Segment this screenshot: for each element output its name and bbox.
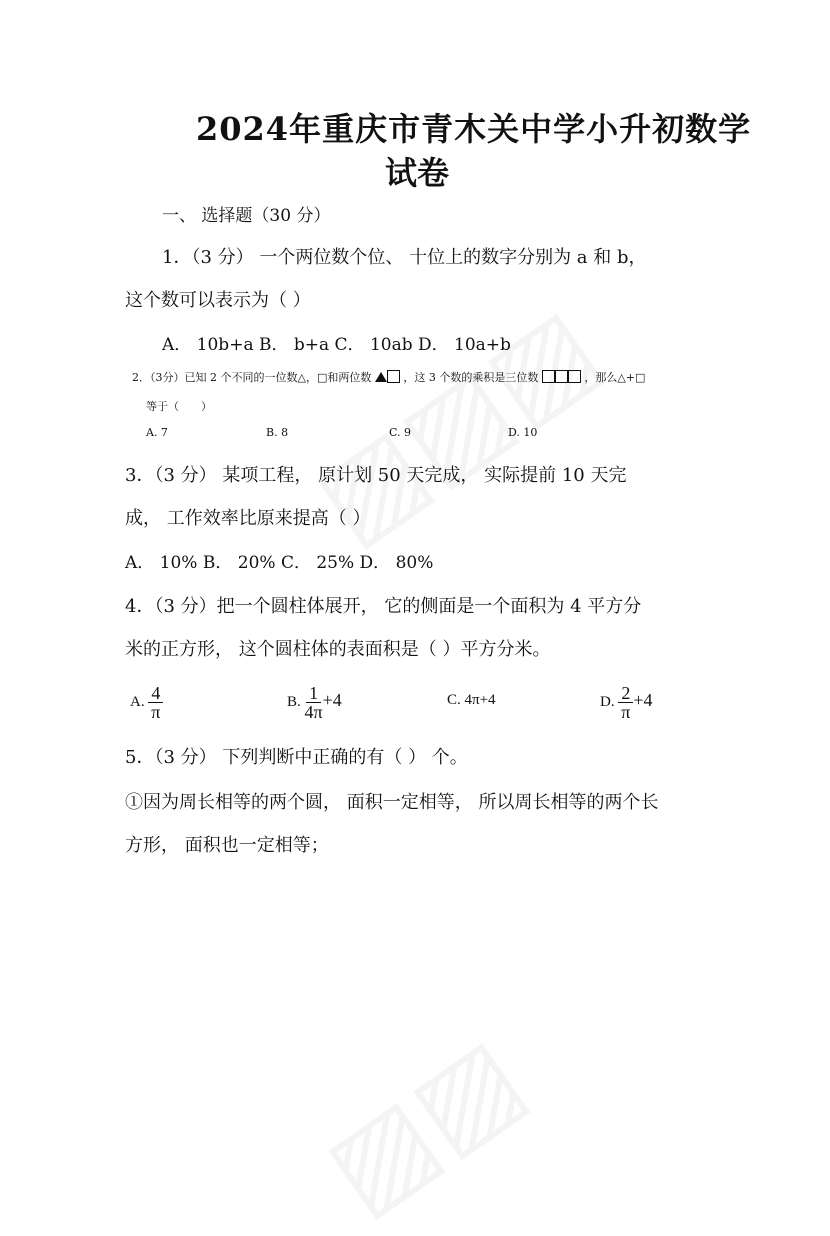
fraction-numerator: 2 — [618, 684, 633, 703]
question-3-options: A． 10% B． 20% C． 25% D． 80% — [125, 553, 434, 573]
question-1-line1: 1．（3 分） 一个两位数个位、 十位上的数字分别为 a 和 b， — [162, 247, 647, 268]
fraction — [305, 684, 323, 721]
question-4-option-c: C. 4π+4 — [447, 692, 496, 708]
fraction-numerator: 4 — [148, 684, 163, 703]
question-2-option-b: B. 8 — [266, 426, 289, 439]
question-4-option-a — [130, 684, 163, 721]
question-2-line2: 等于（ ） — [146, 400, 212, 413]
question-4-option-b — [287, 684, 342, 721]
question-4-line2: 米的正方形， 这个圆柱体的表面积是（ ）平方分米。 — [125, 639, 551, 660]
triangle-icon — [375, 372, 387, 382]
square-icon — [555, 370, 568, 383]
fraction — [148, 684, 163, 721]
fraction-numerator: 1 — [306, 684, 321, 703]
question-2-option-a: A. 7 — [146, 426, 168, 439]
three-box-number — [542, 371, 581, 384]
option-tail: +4 — [322, 689, 342, 710]
page-title-line2: 试卷 — [385, 154, 450, 192]
fraction-denominator: π — [151, 702, 161, 722]
question-2-option-d: D. 10 — [508, 426, 538, 439]
question-2-line1 — [132, 369, 645, 385]
fraction-denominator: 4π — [304, 702, 323, 722]
option-tail: +4 — [633, 689, 653, 710]
fraction-denominator: π — [621, 702, 631, 722]
fraction — [618, 684, 633, 721]
question-2-option-c: C. 9 — [389, 426, 412, 439]
square-icon — [568, 370, 581, 383]
question-1-line2: 这个数可以表示为（ ） — [125, 290, 311, 311]
section-heading: 一、 选择题（30 分） — [162, 206, 331, 226]
question-2-text-a: 2．（3分）已知 2 个不同的一位数△，□和两位数 — [132, 371, 372, 384]
watermark — [302, 1012, 546, 1236]
question-5-item1-line2: 方形， 面积也一定相等； — [125, 835, 329, 856]
option-label: D. — [600, 693, 615, 710]
square-icon — [387, 370, 400, 383]
question-5-item1-line1: ①因为周长相等的两个圆， 面积一定相等， 所以周长相等的两个长 — [125, 792, 659, 813]
triangle-box-number — [375, 371, 400, 384]
question-4-line1: 4．（3 分）把一个圆柱体展开， 它的侧面是一个面积为 4 平方分 — [125, 596, 642, 617]
square-icon — [542, 370, 555, 383]
option-label: A. — [130, 693, 145, 710]
question-4-option-d — [600, 684, 653, 721]
question-2-text-c: ，那么△+□ — [584, 371, 646, 384]
question-3-line1: 3．（3 分） 某项工程， 原计划 50 天完成， 实际提前 10 天完 — [125, 465, 627, 486]
page-title: 2024年重庆市青木关中学小升初数学 — [196, 110, 752, 148]
question-5-line1: 5．（3 分） 下列判断中正确的有（ ） 个。 — [125, 747, 468, 768]
question-1-options: A． 10b+a B． b+a C． 10ab D． 10a+b — [162, 335, 511, 355]
question-2-text-b: ，这 3 个数的乘积是三位数 — [403, 371, 539, 384]
question-3-line2: 成， 工作效率比原来提高（ ） — [125, 508, 371, 529]
option-label: B. — [287, 693, 301, 710]
